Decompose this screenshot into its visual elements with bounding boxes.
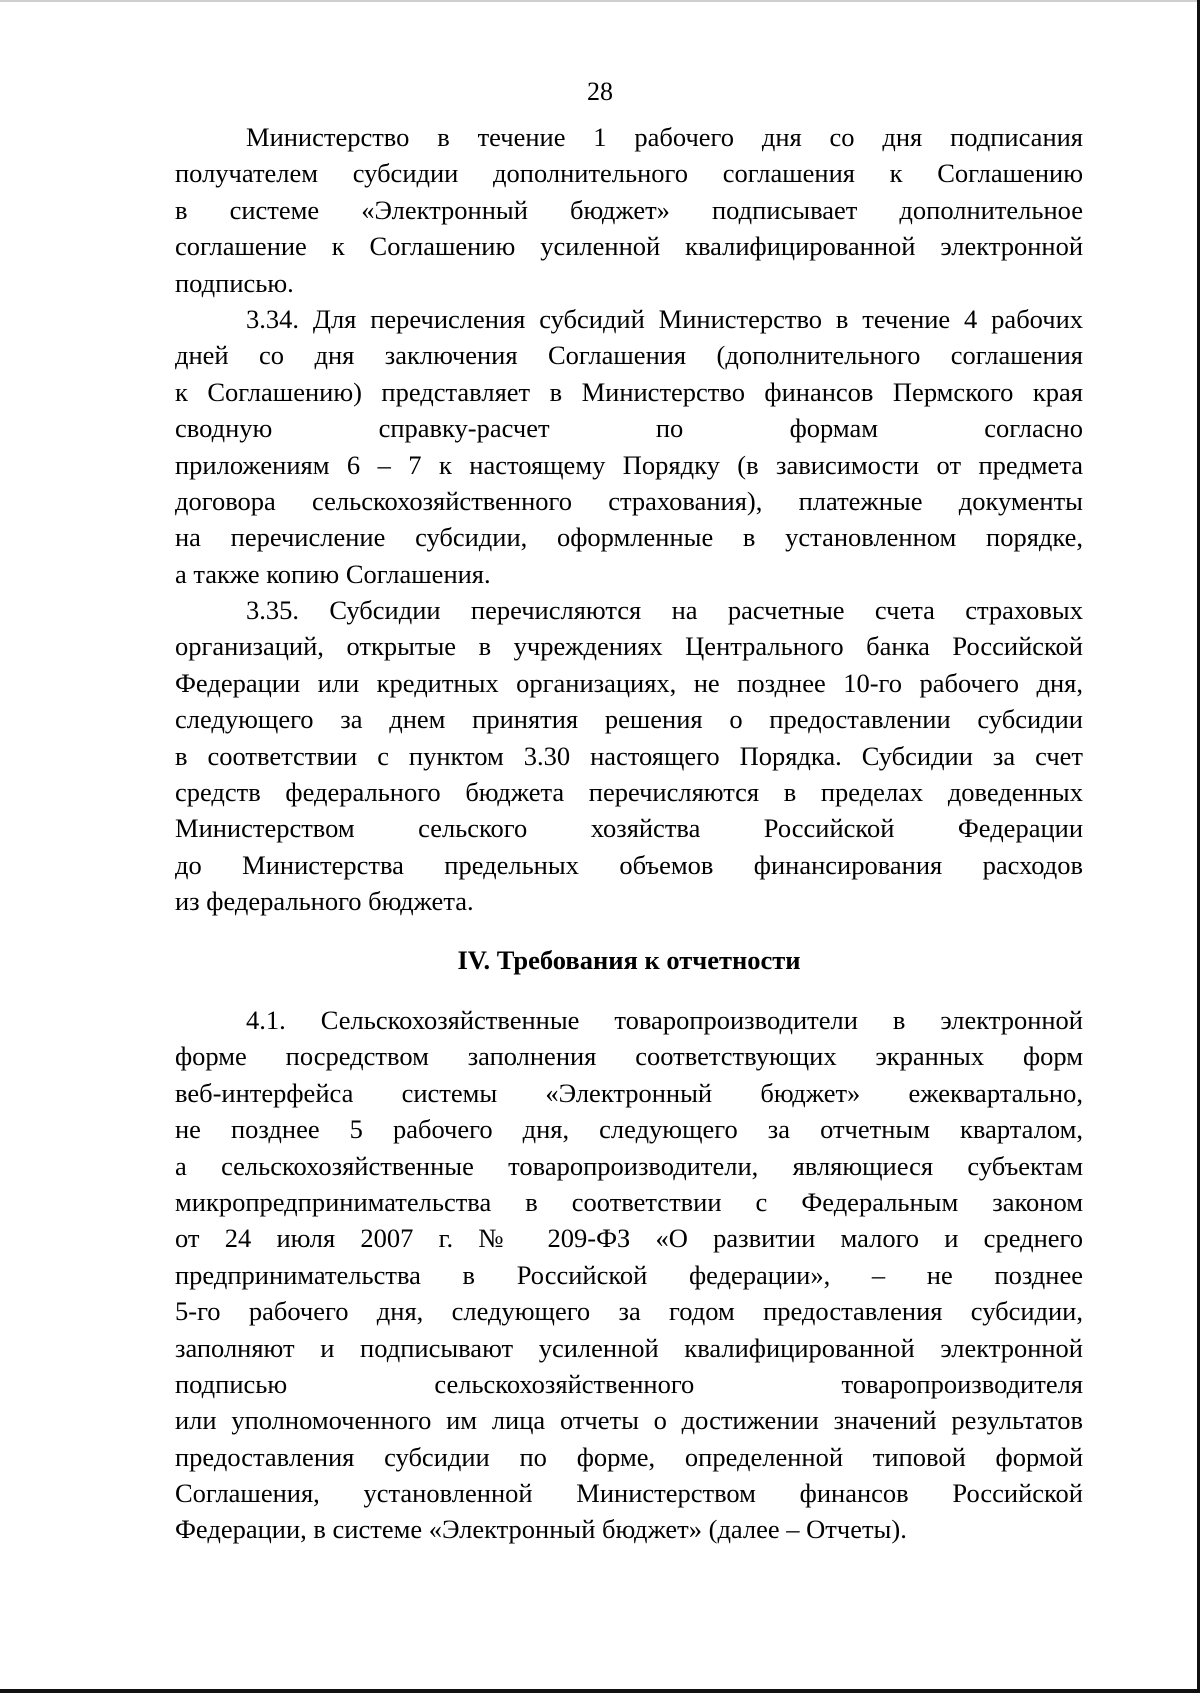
- text-line: дней со дня заключения Соглашения (дополнительного соглашения: [175, 340, 1083, 371]
- text-line: Федерации, в системе «Электронный бюджет» (далее – Отчеты).: [175, 1514, 907, 1545]
- text-line: веб-интерфейса системы «Электронный бюджет» ежеквартально,: [175, 1077, 1083, 1108]
- text-line: в соответствии с пунктом 3.30 настоящего Порядка. Субсидии за счет: [175, 740, 1083, 771]
- text-line: получателем субсидии дополнительного соглашения к Соглашению: [175, 158, 1083, 189]
- scan-edge-bottom: [0, 1689, 1200, 1693]
- text-line: предоставления субсидии по форме, определенной типовой формой: [175, 1441, 1083, 1472]
- text-line: Министерством сельского хозяйства Российской Федерации: [175, 813, 1083, 844]
- paragraph-3-35: [175, 592, 1083, 920]
- scan-edge-top: [0, 0, 1200, 2]
- text-line: на перечисление субсидии, оформленные в установленном порядке,: [175, 522, 1083, 553]
- text-line: от 24 июля 2007 г. № 209-ФЗ «О развитии малого и среднего: [175, 1223, 1083, 1254]
- text-line: до Министерства предельных объемов финансирования расходов: [175, 849, 1083, 880]
- text-line: Министерство в течение 1 рабочего дня со дня подписания: [246, 122, 1083, 152]
- text-line: из федерального бюджета.: [175, 886, 474, 917]
- text-line: а также копию Соглашения.: [175, 558, 491, 589]
- text-line: предпринимательства в Российской федерации», – не позднее: [175, 1259, 1083, 1290]
- page-number: 28: [587, 77, 613, 106]
- text-line: приложениям 6 – 7 к настоящему Порядку (в зависимости от предмета: [175, 449, 1083, 480]
- text-line: заполняют и подписывают усиленной квалифицированной электронной: [175, 1332, 1083, 1363]
- text-line: форме посредством заполнения соответствующих экранных форм: [175, 1041, 1083, 1072]
- text-line: договора сельскохозяйственного страхования), платежные документы: [175, 485, 1083, 516]
- text-line: сводную справку-расчет по формам согласно: [175, 413, 1083, 444]
- text-line: а сельскохозяйственные товаропроизводители, являющиеся субъектам: [175, 1150, 1083, 1181]
- text-line: или уполномоченного им лица отчеты о достижении значений результатов: [175, 1405, 1083, 1436]
- text-line: средств федерального бюджета перечисляются в пределах доведенных: [175, 777, 1083, 808]
- document-body: [175, 119, 1083, 1548]
- text-line: 3.35. Субсидии перечисляются на расчетные счета страховых: [246, 595, 1083, 626]
- paragraph-3-34: [175, 301, 1083, 592]
- paragraph-ministry-signing: [175, 119, 1083, 301]
- text-line: 5-го рабочего дня, следующего за годом предоставления субсидии,: [175, 1296, 1083, 1327]
- text-line: микропредпринимательства в соответствии с Федеральным законом: [175, 1186, 1083, 1217]
- text-line: подписью сельскохозяйственного товаропроизводителя: [175, 1368, 1083, 1399]
- text-line: 4.1. Сельскохозяйственные товаропроизводители в электронной: [246, 1004, 1083, 1035]
- paragraph-4-1: [175, 1002, 1083, 1548]
- text-line: к Соглашению) представляет в Министерство финансов Пермского края: [175, 376, 1083, 407]
- text-line: подписью.: [175, 267, 294, 298]
- section-heading: IV. Требования к отчетности: [457, 944, 801, 975]
- text-line: организаций, открытые в учреждениях Центрального банка Российской: [175, 631, 1083, 662]
- text-line: не позднее 5 рабочего дня, следующего за отчетным кварталом,: [175, 1114, 1083, 1145]
- text-line: Соглашения, установленной Министерством финансов Российской: [175, 1478, 1083, 1509]
- text-line: следующего за днем принятия решения о предоставлении субсидии: [175, 704, 1083, 735]
- text-line: соглашение к Соглашению усиленной квалифицированной электронной: [175, 231, 1083, 262]
- text-line: 3.34. Для перечисления субсидий Министерство в течение 4 рабочих: [246, 303, 1083, 334]
- text-line: в системе «Электронный бюджет» подписывает дополнительное: [175, 194, 1083, 225]
- text-line: Федерации или кредитных организациях, не позднее 10-го рабочего дня,: [175, 667, 1083, 698]
